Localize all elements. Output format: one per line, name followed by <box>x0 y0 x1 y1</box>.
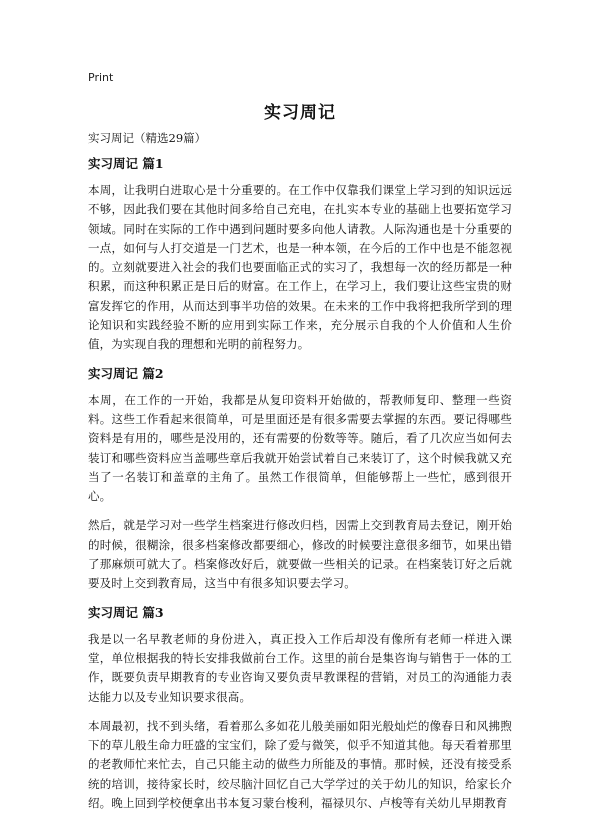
paragraph: 本周，在工作的一开始，我都是从复印资料开始做的，帮教师复印、整理一些资料。这些工作看起来很简单，可是里面还是有很多需要去掌握的东西。要记得哪些资料是有用的，哪些是没用的，还有需要的份数等等。随后，看了几次应当如何去装订和哪些资料应当盖哪些章后我就开始尝试着自己来装订了，这个时候我就又充当了一名装订和盖章的主角了。虽然工作很简单，但能够帮上一些忙，感到很开心。 <box>88 392 512 504</box>
document-subtitle: 实习周记（精选29篇） <box>88 131 207 145</box>
document-body <box>88 130 512 823</box>
paragraph: 本周，让我明白进取心是十分重要的。在工作中仅靠我们课堂上学习到的知识远远不够，因此我们要在其他时间多给自己充电，在扎实本专业的基础上也要拓宽学习领域。同时在实际的工作中遇到问题时要多向他人请教。人际沟通也是十分重要的一点，如何与人打交道是一门艺术，也是一种本领，在今后的工作中也是不能忽视的。立刻就要进入社会的我们也要面临正式的实习了，我想每一次的经历都是一种积累，而这种积累正是日后的财富。在工作上，在学习上，我们要让这些宝贵的财富发挥它的作用，从而达到事半功倍的效果。在未来的工作中我将把我所学到的理论知识和实践经验不断的应用到实际工作来，充分展示自我的个人价值和人生价值，为实现自我的理想和光明的前程努力。 <box>88 183 512 352</box>
paragraph: 然后，就是学习对一些学生档案进行修改归档，因需上交到教育局去登记，刚开始的时候，很糊涂，很多档案修改都要细心，修改的时候要注意很多细节，如果出错了那麻烦可就大了。档案修改好后，就要做一些相关的记录。在档案装订好之后就要及时上交到教育局，这当中有很多知识要去学习。 <box>88 518 512 591</box>
section-heading: 实习周记 篇1 <box>88 156 164 171</box>
print-link[interactable]: Print <box>88 71 114 84</box>
paragraph: 我是以一名早教老师的身份进入，真正投入工作后却没有像所有老师一样进入课堂，单位根据我的特长安排我做前台工作。这里的前台是集咨询与销售于一体的工作，既要负责早期教育的专业咨询又要负责早教课程的营销，对员工的沟通能力表达能力以及专业知识要求很高。 <box>88 631 512 704</box>
section-heading: 实习周记 篇2 <box>88 365 164 381</box>
section-1 <box>88 155 512 355</box>
section-3 <box>88 604 512 814</box>
document-title: 实习周记 <box>264 103 336 123</box>
section-heading: 实习周记 篇3 <box>88 604 164 620</box>
section-2 <box>88 365 512 594</box>
paragraph: 本周最初，找不到头绪，看着那么多如花儿般美丽如阳光般灿烂的像春日和风拂煦下的草儿般生命力旺盛的宝宝们，除了爱与微笑，似乎不知道其他。每天看着那里的老教师忙来忙去，自己只能主动的做些力所能及的事情。那时候，还没有接受系统的培训，接待家长时，绞尽脑汁回忆自己大学学过的关于幼儿的知识，给家长介绍。晚上回到学校便拿出书本复习蒙台梭利，福禄贝尔、卢梭等有关幼儿早期教育 <box>88 718 512 811</box>
